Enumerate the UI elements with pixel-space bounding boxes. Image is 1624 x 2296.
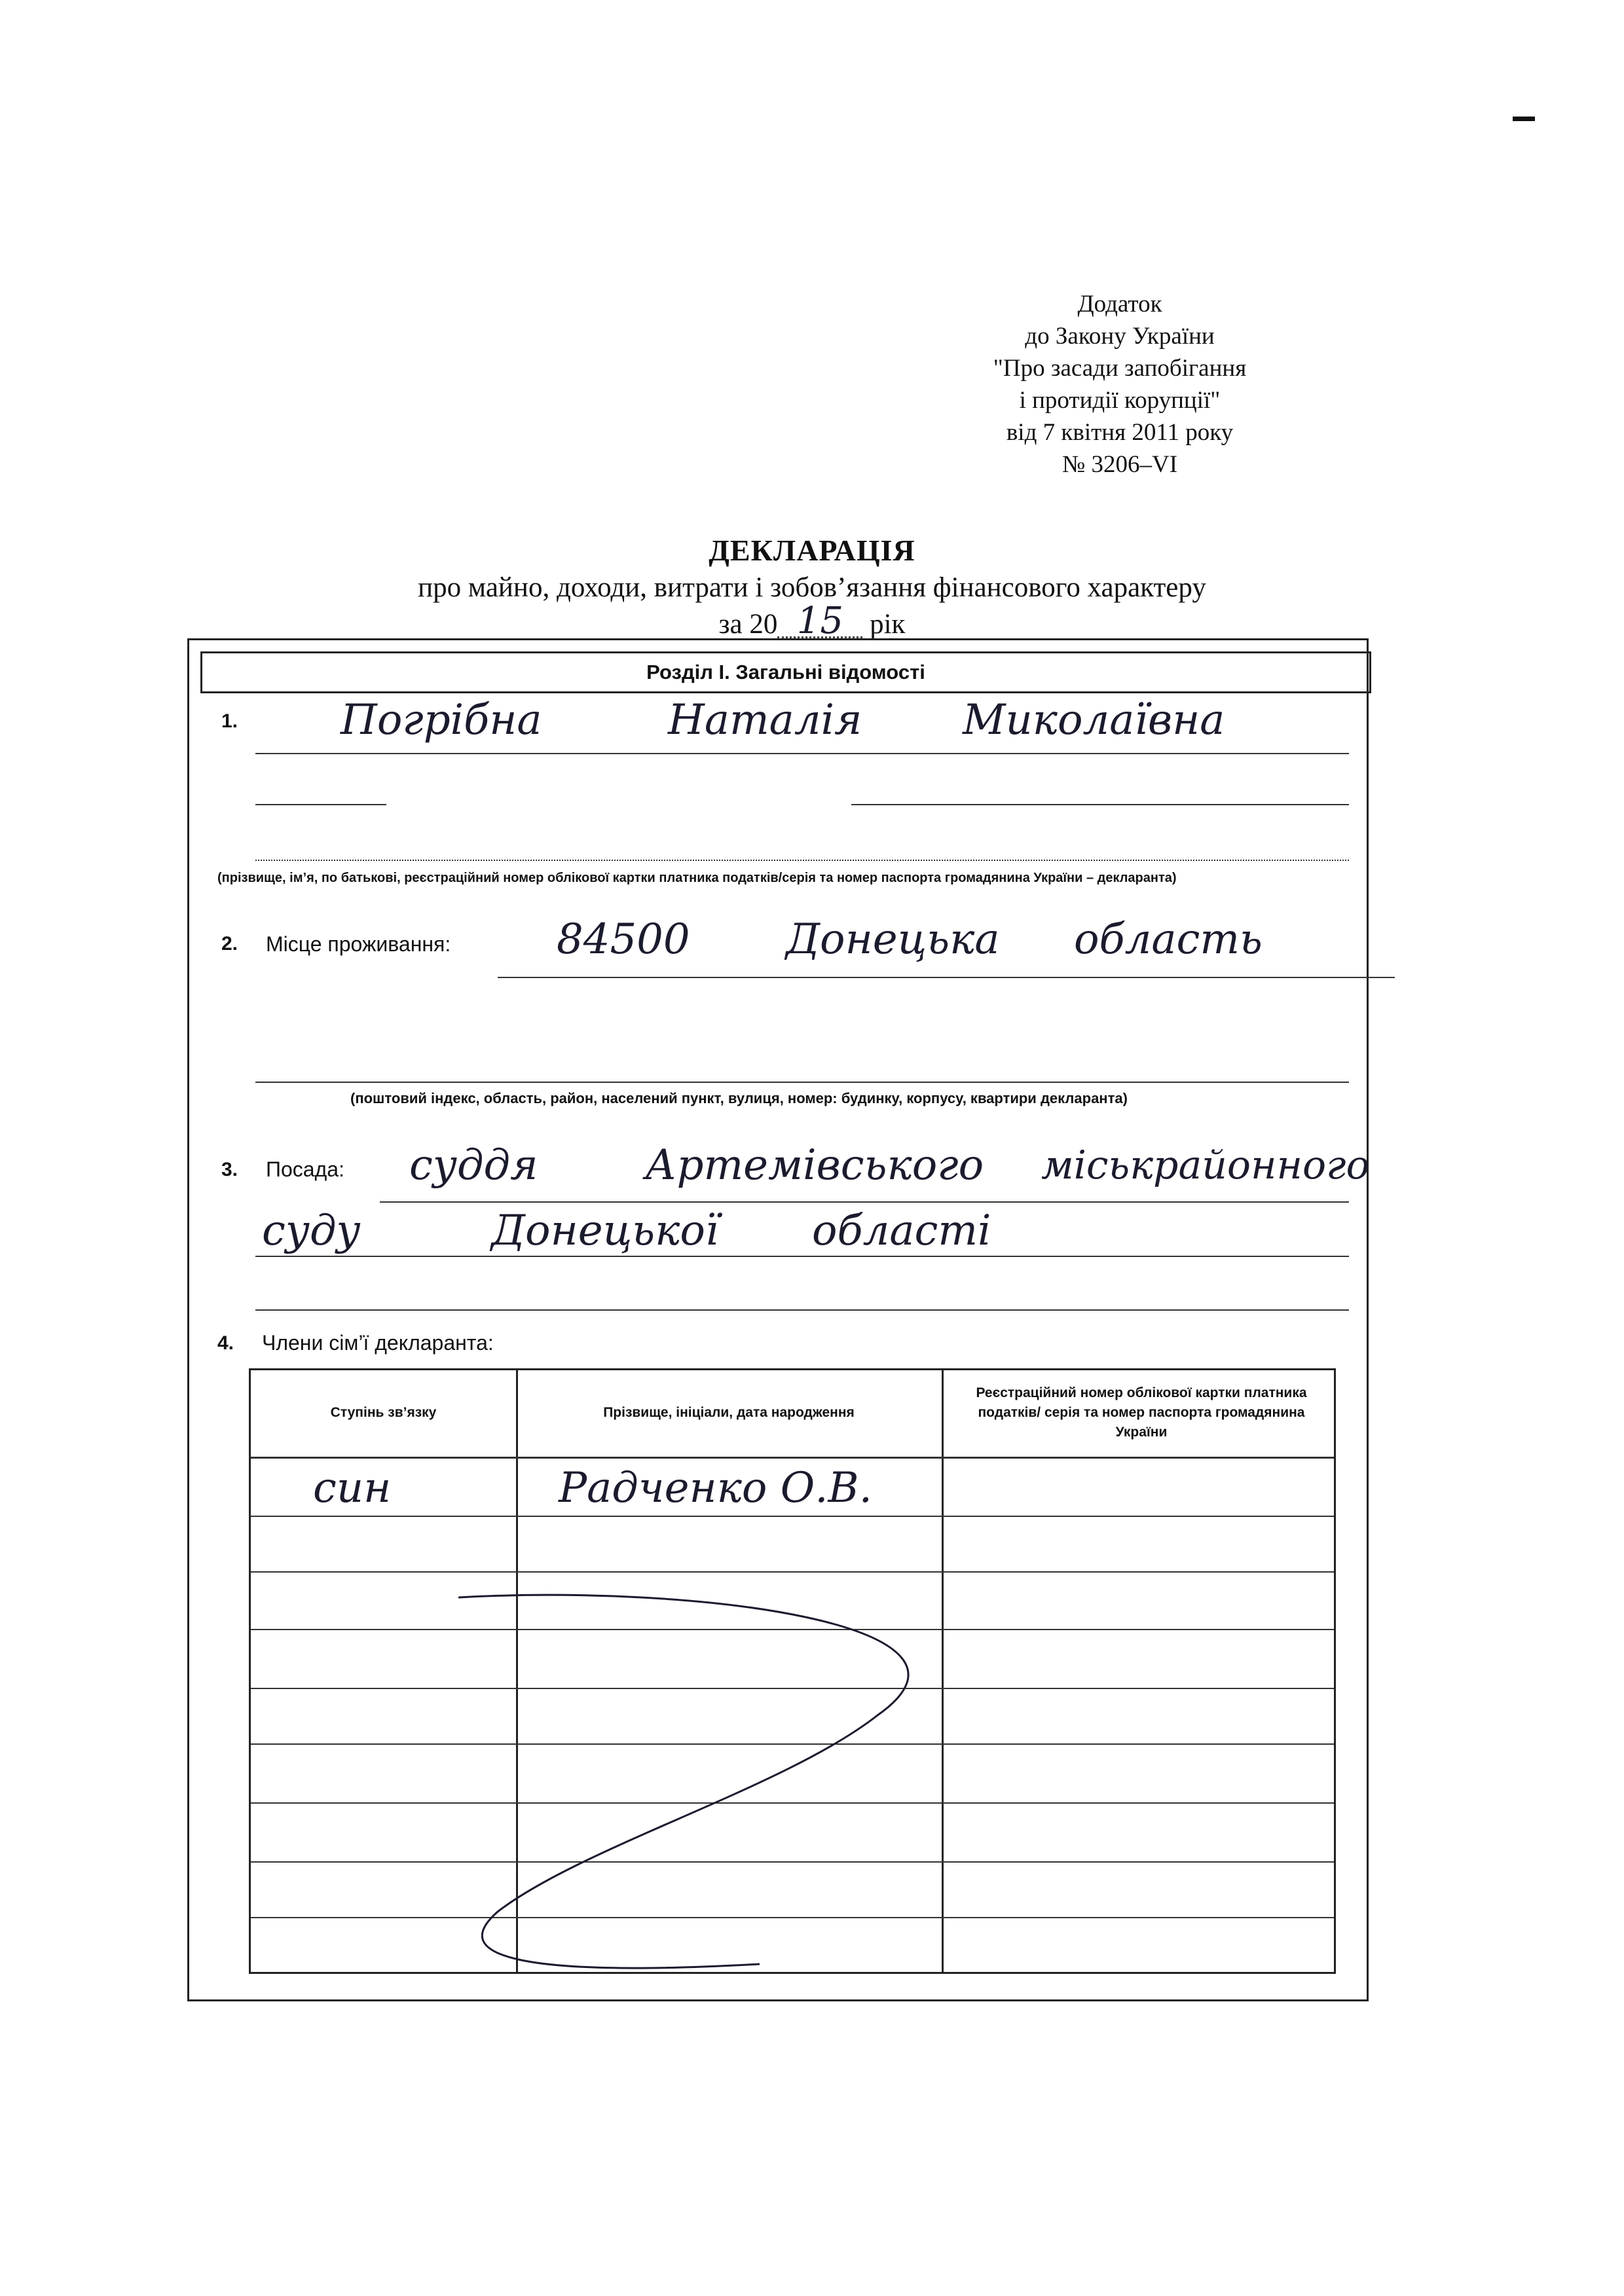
- item3-line-1: [380, 1201, 1349, 1203]
- item1-line-3: [255, 860, 1349, 861]
- appendix-line: Додаток: [1077, 291, 1162, 318]
- item3-position: суддя: [409, 1141, 538, 1190]
- appendix-line: до Закону України: [1025, 323, 1215, 350]
- corner-dash-mark: [1513, 117, 1535, 121]
- table-row-line: [251, 1516, 1334, 1517]
- table-header-relation: Ступінь зв’язку: [330, 1405, 437, 1420]
- item3-line-2: [255, 1256, 1349, 1257]
- appendix-line: і протидії корупції": [1019, 387, 1221, 414]
- strikethrough-scribble: [419, 1571, 943, 1990]
- item1-line-1: [255, 753, 1349, 754]
- table-header-name: Прізвище, ініціали, дата народження: [603, 1405, 855, 1420]
- table-header-tax-number: Реєстраційний номер облікової картки платника податків/ серія та номер паспорта громадянина України: [976, 1385, 1307, 1440]
- item1-first-name: Наталія: [668, 696, 862, 744]
- item3-label: Посада:: [266, 1157, 344, 1181]
- appendix-line: № 3206–VI: [1061, 451, 1178, 478]
- year-prefix: за 20: [718, 609, 778, 640]
- item2-number: 2.: [221, 933, 238, 955]
- item3-number: 3.: [221, 1159, 238, 1180]
- table-row-relation: син: [313, 1464, 392, 1512]
- table-row-name: Радченко О.В.: [559, 1464, 872, 1512]
- item3-court-city: Артемівського: [645, 1141, 984, 1190]
- item2-caption: (поштовий індекс, область, район, населений пункт, вулиця, номер: будинку, корпусу, квартири декларанта): [350, 1090, 1128, 1106]
- item2-postcode: 84500: [557, 915, 690, 964]
- item1-number: 1.: [221, 710, 238, 732]
- declaration-title-block: [196, 532, 1428, 643]
- appendix-line: від 7 квітня 2011 року: [1006, 419, 1234, 446]
- item4-label: Члени сім’ї декларанта:: [262, 1331, 494, 1355]
- item1-line-2a: [255, 804, 386, 805]
- item3-line-3: [255, 1309, 1349, 1311]
- declaration-subtitle: про майно, доходи, витрати і зобов’язання фінансового характеру: [418, 572, 1206, 603]
- declaration-year-line: [196, 600, 1428, 643]
- item2-oblast: область: [1074, 915, 1263, 964]
- year-suffix: рік: [870, 609, 906, 640]
- declaration-title: ДЕКЛАРАЦІЯ: [709, 534, 915, 567]
- item3-region: Донецької: [491, 1207, 719, 1255]
- item3-oblast: області: [812, 1207, 991, 1255]
- appendix-line: "Про засади запобігання: [993, 355, 1247, 382]
- item1-surname: Погрібна: [341, 696, 542, 744]
- item2-region: Донецька: [786, 915, 1000, 964]
- table-header-divider: [251, 1457, 1334, 1459]
- appendix-block: [891, 288, 1349, 481]
- item3-court-word: суду: [262, 1207, 361, 1255]
- item1-caption: (прізвище, ім’я, по батькові, реєстраційний номер облікової картки платника податків/серія та номер паспорта громадянина України – декларанта): [217, 871, 1177, 885]
- item2-line-1: [498, 977, 1395, 978]
- year-handwritten: 15: [777, 606, 862, 638]
- item2-label: Місце проживання:: [266, 932, 451, 956]
- item1-patronymic: Миколаївна: [963, 696, 1225, 744]
- section-title: Розділ І. Загальні відомості: [200, 651, 1371, 693]
- item1-line-2b: [851, 804, 1349, 805]
- item4-number: 4.: [217, 1332, 234, 1354]
- item3-court-type: міськрайонного: [1041, 1142, 1370, 1188]
- item2-line-2: [255, 1082, 1349, 1083]
